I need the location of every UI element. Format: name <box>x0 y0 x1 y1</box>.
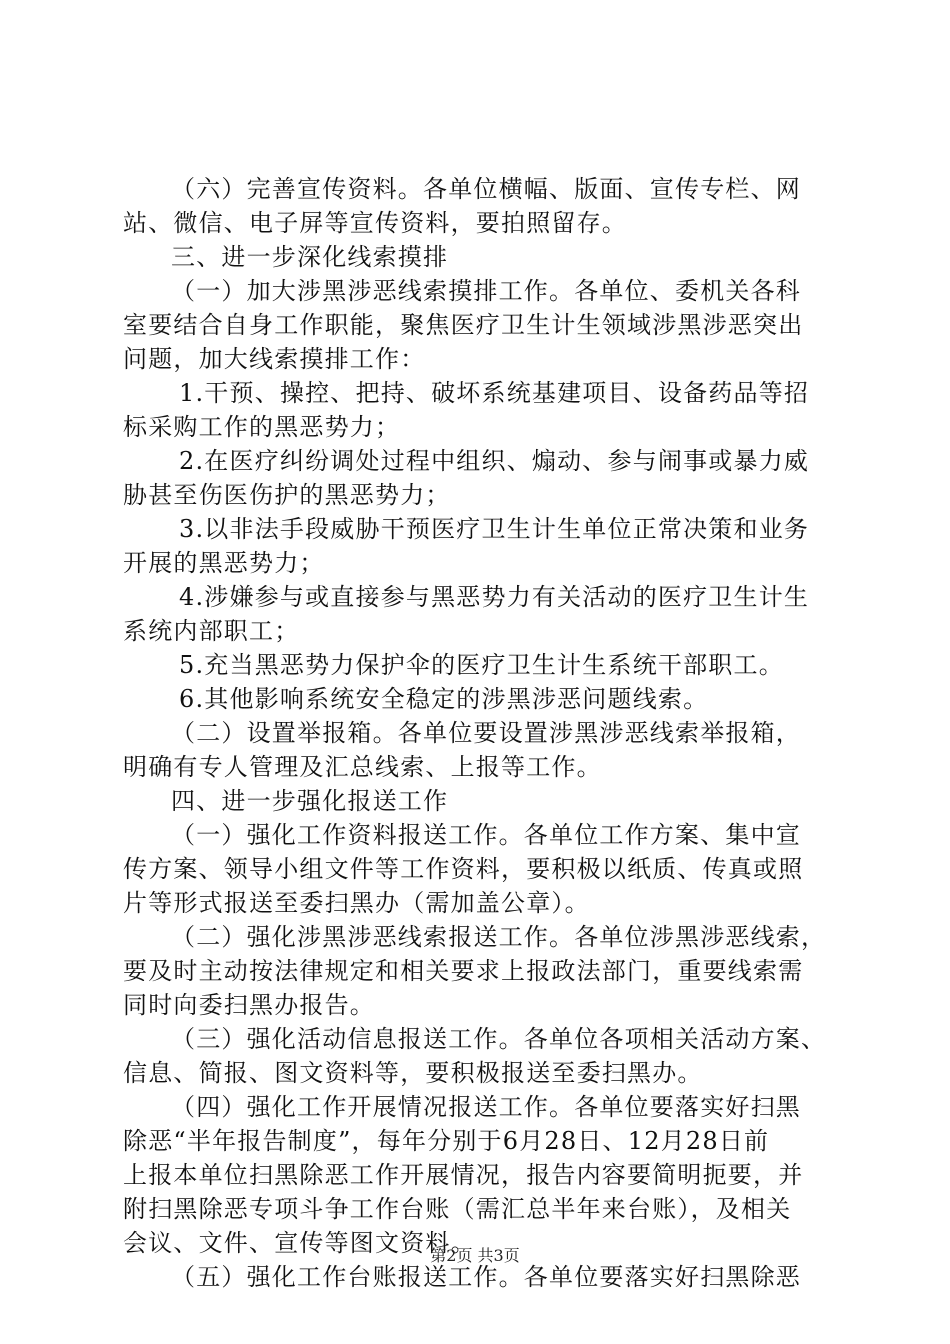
text-line: 要及时主动按法律规定和相关要求上报政法部门，重要线索需 <box>123 957 804 985</box>
list-item: 5.充当黑恶势力保护伞的医疗卫生计生系统干部职工。 <box>179 651 784 679</box>
text-line: （二）设置举报箱。各单位要设置涉黑涉恶线索举报箱， <box>171 719 801 747</box>
document-body <box>123 172 838 1294</box>
text-line: 标采购工作的黑恶势力； <box>123 413 401 441</box>
page-footer <box>0 1246 950 1266</box>
section-heading: 三、进一步深化线索摸排 <box>171 243 449 271</box>
text-line: （五）强化工作台账报送工作。各单位要落实好扫黑除恶 <box>171 1263 801 1291</box>
page-number: 第2页 共3页 <box>430 1246 520 1265</box>
list-item: 2.在医疗纠纷调处过程中组织、煽动、参与闹事或暴力威 <box>179 447 810 475</box>
list-item: 4.涉嫌参与或直接参与黑恶势力有关活动的医疗卫生计生 <box>179 583 810 611</box>
text-line: 会议、文件、宣传等图文资料。 <box>123 1229 476 1257</box>
text-line: 问题，加大线索摸排工作： <box>123 345 426 373</box>
list-item: 1.干预、操控、把持、破坏系统基建项目、设备药品等招 <box>179 379 810 407</box>
text-line: （二）强化涉黑涉恶线索报送工作。各单位涉黑涉恶线索， <box>171 923 827 951</box>
text-line: 胁甚至伤医伤护的黑恶势力； <box>123 481 451 509</box>
text-line: （一）加大涉黑涉恶线索摸排工作。各单位、委机关各科 <box>171 277 801 305</box>
text-line: 开展的黑恶势力； <box>123 549 325 577</box>
list-item: 3.以非法手段威胁干预医疗卫生计生单位正常决策和业务 <box>179 515 810 543</box>
text-line: 同时向委扫黑办报告。 <box>123 991 375 1019</box>
section-heading: 四、进一步强化报送工作 <box>171 787 449 815</box>
text-line: 信息、简报、图文资料等，要积极报送至委扫黑办。 <box>123 1059 703 1087</box>
text-line: （六）完善宣传资料。各单位横幅、版面、宣传专栏、网 <box>171 175 801 203</box>
text-line: 附扫黑除恶专项斗争工作台账（需汇总半年来台账），及相关 <box>123 1195 792 1223</box>
text-line: 传方案、领导小组文件等工作资料，要积极以纸质、传真或照 <box>123 855 804 883</box>
text-line: （四）强化工作开展情况报送工作。各单位要落实好扫黑 <box>171 1093 801 1121</box>
text-line: （三）强化活动信息报送工作。各单位各项相关活动方案、 <box>171 1025 827 1053</box>
text-line: 除恶“半年报告制度”，每年分别于6月28日、12月28日前 <box>123 1127 770 1155</box>
text-line: 系统内部职工； <box>123 617 300 645</box>
text-line: 上报本单位扫黑除恶工作开展情况，报告内容要简明扼要，并 <box>123 1161 804 1189</box>
text-line: 明确有专人管理及汇总线索、上报等工作。 <box>123 753 602 781</box>
text-line: 片等形式报送至委扫黑办（需加盖公章）。 <box>123 889 590 917</box>
text-line: （一）强化工作资料报送工作。各单位工作方案、集中宣 <box>171 821 801 849</box>
text-line: 站、微信、电子屏等宣传资料，要拍照留存。 <box>123 209 627 237</box>
list-item: 6.其他影响系统安全稳定的涉黑涉恶问题线索。 <box>179 685 709 713</box>
text-line: 室要结合自身工作职能，聚焦医疗卫生计生领域涉黑涉恶突出 <box>123 311 804 339</box>
